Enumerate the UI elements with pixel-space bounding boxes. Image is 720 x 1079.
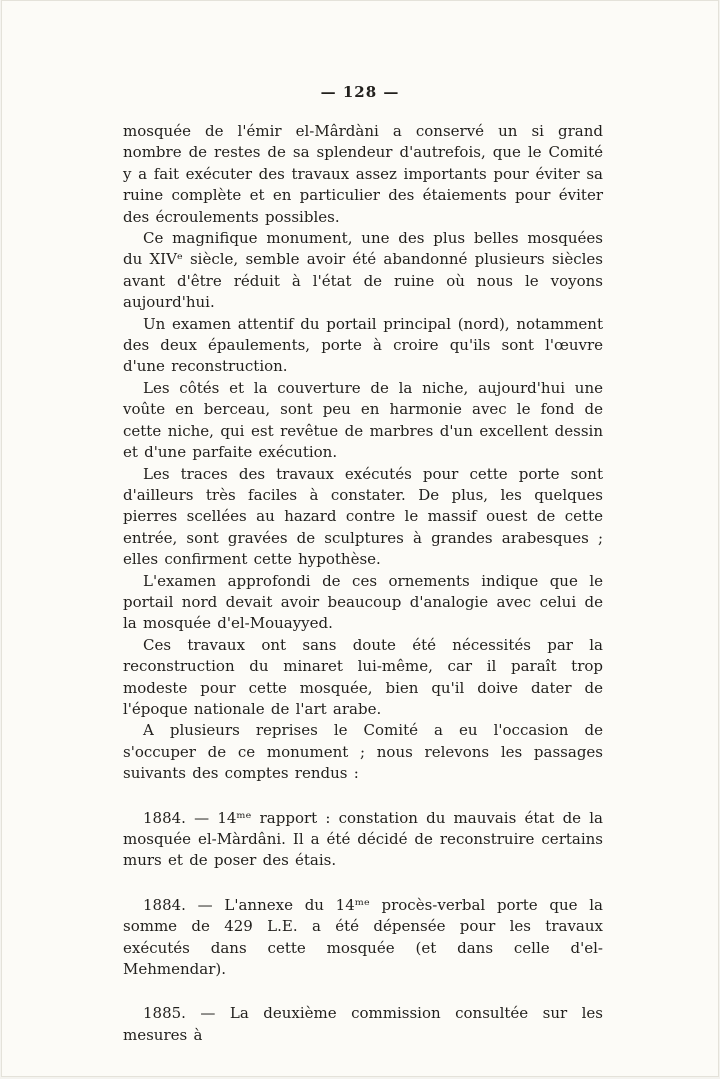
paragraph: Les traces des travaux exécutés pour cette porte sont d'ailleurs très faciles à constater. De plus, les quelques pierres scellées au hazard contre le massif ouest de cette entrée, sont gravées de sculptures à grandes arabesques ; elles confirment cette hypothèse. — [123, 464, 603, 569]
paragraph: A plusieurs reprises le Comité a eu l'occasion de s'occuper de ce monument ; nous relevons les passages suivants des comptes rendus : — [123, 721, 603, 783]
paragraph: L'examen approfondi de ces ornements indique que le portail nord devait avoir beaucoup d'analogie avec celui de la mosquée d'el-Mouayyed. — [123, 571, 603, 633]
paragraph: 1884. — L'annexe du 14ᵐᵉ procès-verbal porte que la somme de 429 L.E. a été dépensée pour les travaux exécutés dans cette mosquée (et dans celle d'el-Mehmendar). — [123, 895, 603, 979]
page-number: — 128 — — [320, 83, 400, 101]
scanned-book-page — [1, 0, 719, 1077]
paragraph: 1884. — 14ᵐᵉ rapport : constation du mauvais état de la mosquée el-Màrdâni. Il a été décidé de reconstruire certains murs et de poser des étais. — [123, 808, 603, 870]
paragraph: Un examen attentif du portail principal (nord), notamment des deux épaulements, porte à croire qu'ils sont l'œuvre d'une reconstruction. — [123, 314, 603, 376]
text-block — [123, 121, 603, 1046]
paragraph: mosquée de l'émir el-Mârdàni a conservé un si grand nombre de restes de sa splendeur d'autrefois, que le Comité y a fait exécuter des travaux assez importants pour éviter sa ruine complète et en particulier des étaiements pour éviter des écroulements possibles. — [123, 122, 603, 226]
paragraph: Ces travaux ont sans doute été nécessités par la reconstruction du minaret lui-même, car il paraît trop modeste pour cette mosquée, bien qu'il doive dater de l'époque nationale de l'art arabe. — [123, 635, 603, 718]
paragraph: 1885. — La deuxième commission consultée sur les mesures à — [123, 1004, 603, 1044]
paragraph: Ce magnifique monument, une des plus belles mosquées du XIVᵉ siècle, semble avoir été abandonné plusieurs siècles avant d'être réduit à l'état de ruine où nous le voyons aujourd'hui. — [123, 229, 603, 312]
paragraph: Les côtés et la couverture de la niche, aujourd'hui une voûte en berceau, sont peu en harmonie avec le fond de cette niche, qui est revêtue de marbres d'un excellent dessin et d'une parfaite exécution. — [123, 378, 603, 462]
